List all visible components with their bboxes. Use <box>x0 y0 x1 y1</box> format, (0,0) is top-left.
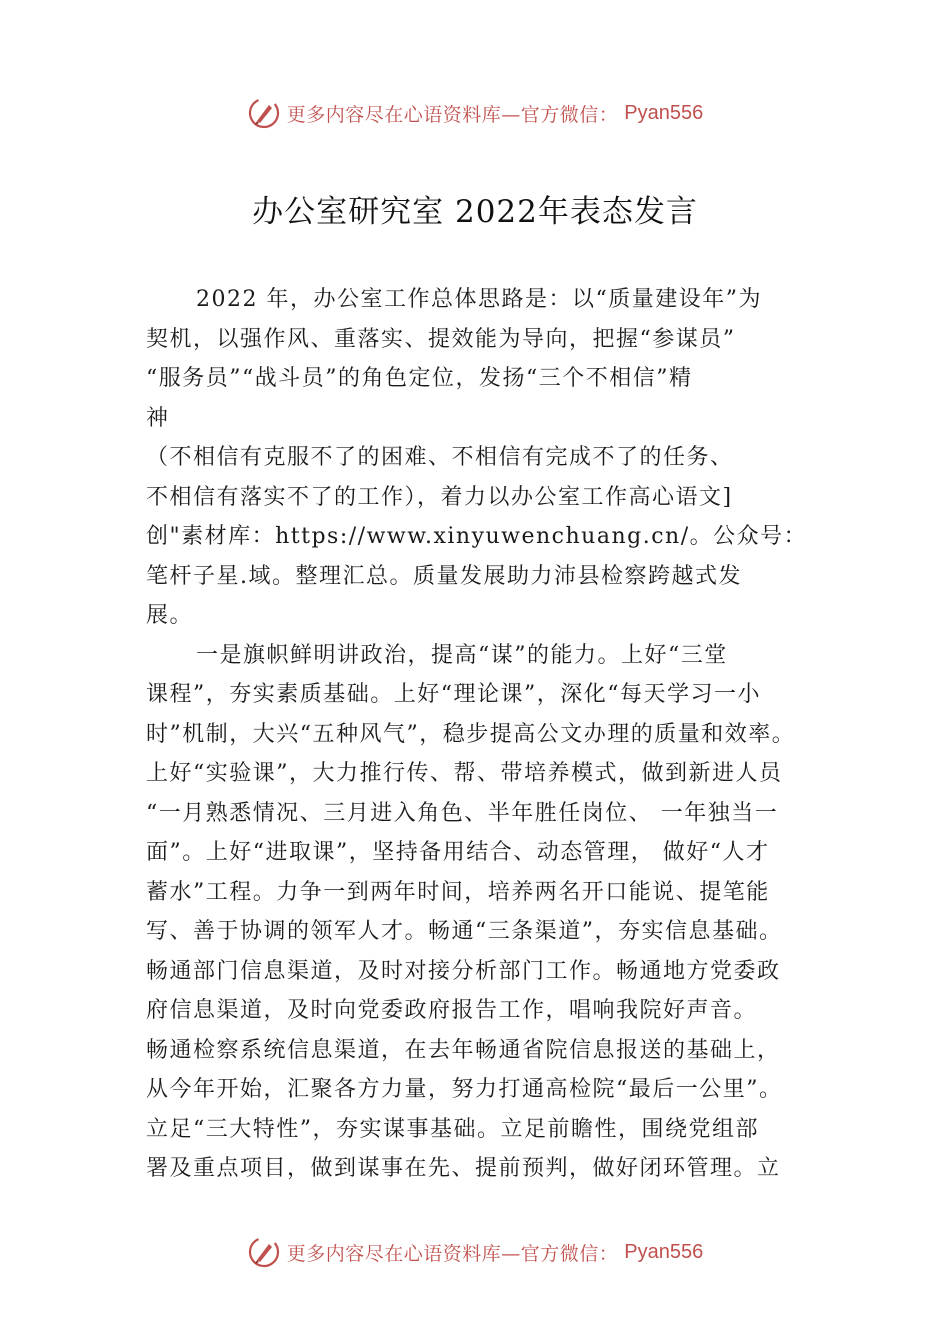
body-line: 面”。上好“进取课”，坚持备用结合、动态管理， 做好“人才 <box>146 840 770 865</box>
pen-nib-logo-icon <box>247 96 281 130</box>
body-line: 课程”，夯实素质基础。上好“理论课”，深化“每天学习一小 <box>146 682 761 707</box>
document-title: 办公室研究室 2022年表态发言 <box>252 194 698 230</box>
body-line: 展。 <box>146 603 194 628</box>
body-line: 府信息渠道，及时向党委政府报告工作，唱响我院好声音。 <box>146 998 758 1023</box>
document-body <box>146 280 826 1189</box>
body-line: 契机，以强作风、重落实、提效能为导向，把握“参谋员” <box>146 326 736 352</box>
body-line: （不相信有克服不了的困难、不相信有完成不了的任务、 <box>146 445 734 470</box>
body-line: 写、善于协调的领军人才。畅通“三条渠道”，夯实信息基础。 <box>146 919 783 944</box>
body-line: 时”机制，大兴“五种风气”，稳步提高公文办理的质量和效率。 <box>146 721 796 747</box>
footer-watermark <box>0 1235 950 1269</box>
body-line: 从今年开始，汇聚各方力量，努力打通高检院“最后一公里”。 <box>146 1077 783 1102</box>
body-line: “一月熟悉情况、三月进入角色、半年胜任岗位、 一年独当一 <box>146 800 779 826</box>
body-line: 蓄水”工程。力争一到两年时间，培养两名开口能说、提笔能 <box>146 879 770 905</box>
body-line: 2022 年，办公室工作总体思路是：以“质量建设年”为 <box>196 287 762 312</box>
body-line: 畅通部门信息渠道，及时对接分析部门工作。畅通地方党委政 <box>146 958 781 984</box>
watermark-wechat-id: Pyan556 <box>624 1240 704 1263</box>
watermark-text: 更多内容尽在心语资料库—官方微信： <box>286 1242 619 1265</box>
body-line: 畅通检察系统信息渠道，在去年畅通省院信息报送的基础上， <box>146 1037 781 1063</box>
body-line: 立足“三大特性”，夯实谋事基础。立足前瞻性，围绕党组部 <box>146 1116 759 1142</box>
body-line: 不相信有落实不了的工作），着力以办公室工作高心语文] <box>146 484 733 510</box>
watermark-text: 更多内容尽在心语资料库—官方微信： <box>286 103 619 126</box>
body-line: 一是旗帜鲜明讲政治，提高“谋”的能力。上好“三堂 <box>196 642 728 668</box>
header-watermark <box>0 96 950 130</box>
body-line: 上好“实验课”，大力推行传、帮、带培养模式，做到新进人员 <box>146 761 783 786</box>
pen-nib-logo-icon <box>247 1235 281 1269</box>
body-line: “服务员”“战斗员”的角色定位，发扬“三个不相信”精 <box>146 366 693 391</box>
watermark-wechat-id: Pyan556 <box>624 101 704 124</box>
body-line: 创"素材库：https://www.xinyuwenchuang.cn/。公众号： <box>146 524 808 549</box>
body-line: 笔杆子星.域。整理汇总。质量发展助力沛县检察跨越式发 <box>146 563 742 589</box>
body-line: 署及重点项目，做到谋事在先、提前预判，做好闭环管理。立 <box>146 1156 781 1181</box>
body-line: 神 <box>146 405 170 431</box>
